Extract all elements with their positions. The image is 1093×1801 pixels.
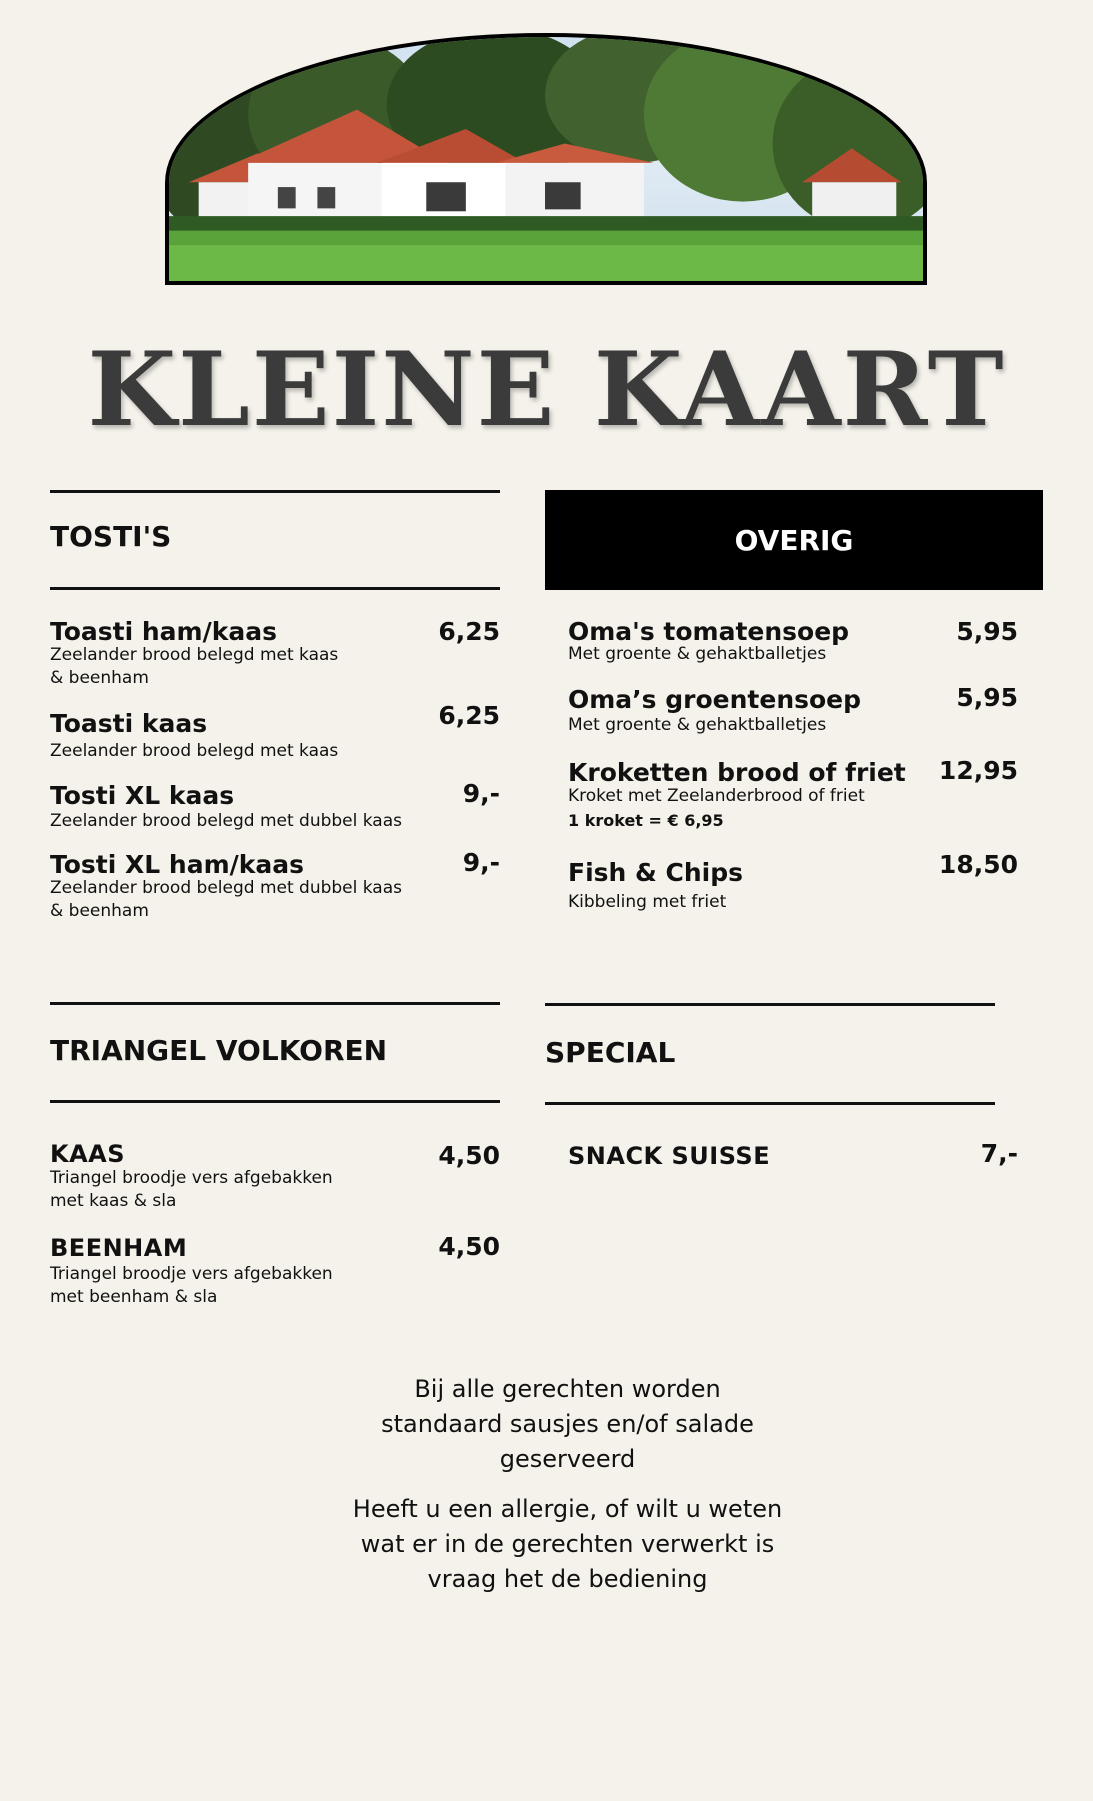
item-name: KAAS [50,1140,126,1168]
footer-note-allergy [0,1492,1093,1597]
item-description: Met groente & gehaktballetjes [568,715,827,735]
triangel-heading: TRIANGEL VOLKOREN [50,1034,388,1067]
item-price: 7,- [980,1139,1018,1168]
item-name: BEENHAM [50,1234,188,1262]
item-description: met kaas & sla [50,1191,177,1211]
section-divider [50,1100,500,1103]
section-divider [50,1002,500,1005]
special-heading: SPECIAL [545,1036,676,1069]
item-price: 6,25 [438,701,500,730]
item-description: Zeelander brood belegd met kaas [50,741,339,761]
footer-note-sauces [0,1372,1093,1477]
footer-line: vraag het de bediening [427,1565,708,1593]
item-name: Oma's tomatensoep [568,617,850,646]
item-name: Fish & Chips [568,858,744,887]
item-description: Zeelander brood belegd met kaas [50,645,339,665]
item-note: 1 kroket = € 6,95 [568,811,724,830]
section-divider [545,1102,995,1105]
item-description: Zeelander brood belegd met dubbel kaas [50,878,403,898]
item-name: Kroketten brood of friet [568,758,906,787]
overig-heading: OVERIG [734,523,854,557]
item-description: Triangel broodje vers afgebakken [50,1264,333,1284]
item-description: Kibbeling met friet [568,892,727,912]
item-name: Tosti XL kaas [50,781,235,810]
item-name: Toasti ham/kaas [50,617,277,646]
item-description: Zeelander brood belegd met dubbel kaas [50,811,403,831]
tostis-heading: TOSTI'S [50,520,172,553]
item-price: 4,50 [438,1232,500,1261]
item-description: & beenham [50,668,149,688]
footer-line: standaard sausjes en/of salade [381,1410,754,1438]
item-price: 5,95 [956,683,1018,712]
item-name: SNACK SUISSE [568,1142,771,1170]
clubhouse-illustration [169,37,923,281]
section-divider [50,587,500,590]
item-price: 6,25 [438,617,500,646]
page-title: KLEINE KAART [87,330,1006,450]
item-name: Oma’s groentensoep [568,685,862,714]
clubhouse-photo [165,33,927,285]
item-name: Tosti XL ham/kaas [50,850,305,879]
item-price: 9,- [462,779,500,808]
item-description: Met groente & gehaktballetjes [568,644,827,664]
item-price: 18,50 [938,850,1018,879]
item-description: met beenham & sla [50,1287,218,1307]
footer-line: Heeft u een allergie, of wilt u weten [352,1495,783,1523]
item-name: Toasti kaas [50,709,208,738]
item-price: 9,- [462,848,500,877]
section-divider [545,1003,995,1006]
item-price: 12,95 [938,756,1018,785]
footer-line: geserveerd [499,1445,636,1473]
item-description: & beenham [50,901,149,921]
footer-line: Bij alle gerechten worden [414,1375,721,1403]
item-price: 5,95 [956,617,1018,646]
item-description: Triangel broodje vers afgebakken [50,1168,333,1188]
footer-line: wat er in de gerechten verwerkt is [360,1530,775,1558]
item-price: 4,50 [438,1141,500,1170]
item-description: Kroket met Zeelanderbrood of friet [568,786,865,806]
section-divider [50,490,500,493]
overig-heading-box [545,490,1043,590]
